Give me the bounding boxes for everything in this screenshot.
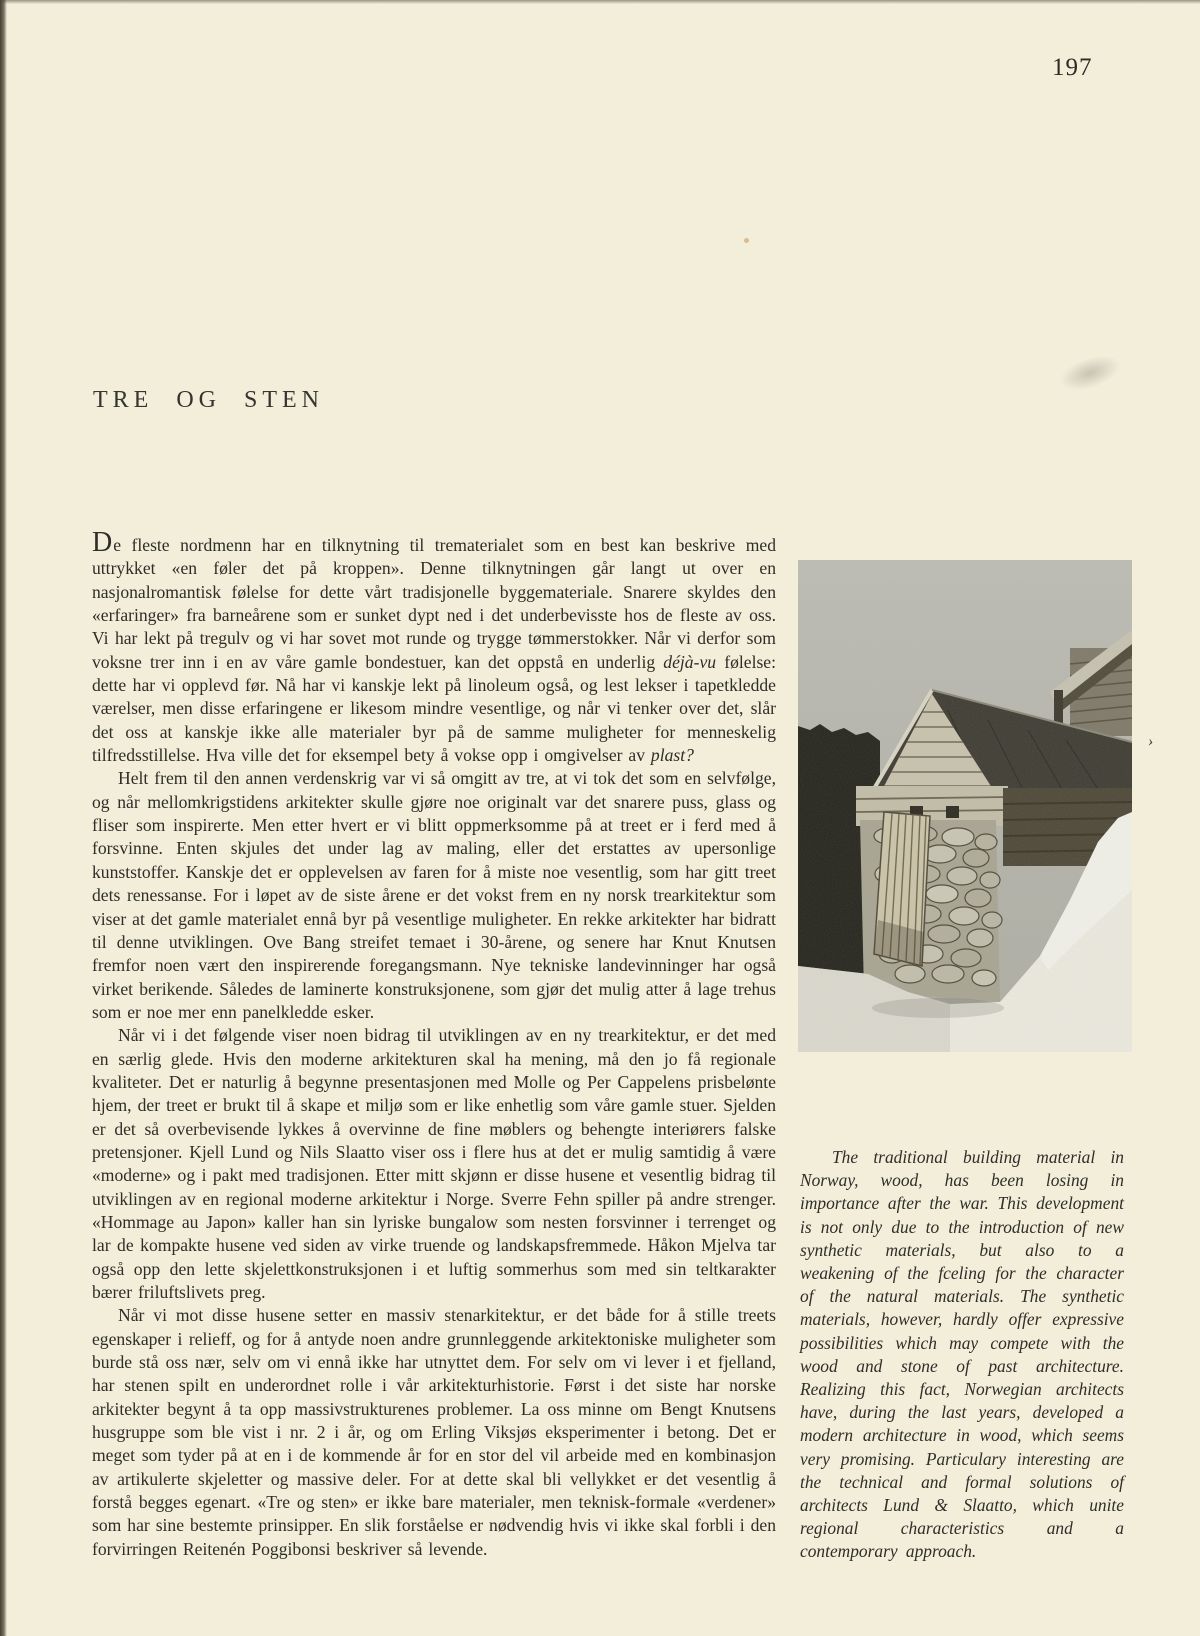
photo-grain <box>798 560 1132 1052</box>
building-photo-illustration <box>798 560 1132 1052</box>
margin-mark: › <box>1146 732 1155 751</box>
drop-initial: D <box>92 527 114 558</box>
building-photo <box>798 560 1132 1052</box>
scan-edge-top <box>0 0 1200 4</box>
text-segment: plast? <box>650 745 694 766</box>
body-paragraph <box>92 527 777 767</box>
body-paragraph <box>92 767 776 1024</box>
text-segment: déjà-vu <box>663 651 717 672</box>
scan-edge-left <box>0 0 7 1636</box>
article-body <box>92 527 777 1561</box>
paper-speck <box>744 238 749 243</box>
body-paragraph <box>92 1024 776 1304</box>
text-segment: e fleste nordmenn har en tilknytning til trematerialet som en best kan beskrive med uttrykket «en føler det på kroppen». Denne tilknytningen går langt ut over en nasjonalromantisk følelse for dette vårt tradisjonelle byggemateriale. Snarere skyldes den «erfaringer» fra barneårene som er sunket dypt ned i det underbevisste hos de fleste av oss. Vi har lekt på tregulv og vi har sovet mot runde og trygge tømmerstokker. Når vi derfor som voksne trer inn i en av våre gamle bondestuer, kan det oppstå en underlig <box>92 535 776 672</box>
photo-scene <box>798 560 1132 1052</box>
text-segment: Når vi mot disse husene setter en massiv stenarkitektur, er det både for å stille treets egenskaper i relieff, og for å antyde noen andre grunnleggende arkitektoniske muligheter som burde stå oss nær, selv om vi ennå ikke har utnyttet dem. For selv om vi lever i et fjelland, har stenen spilt en underordnet rolle i vår arkitekturhistorie. Først i det siste har norske arkitekter begynt å ta opp massivstrukturenes problemer. La oss minne om Bengt Knutsens husgruppe som ble vist i nr. 2 i år, og om Erling Viksjøs eksperimenter i betong. Det er meget som tyder på at en i de kommende år for en stor del vil arbeide med en kombinasjon av artikulerte skjeletter og massive deler. For at dette skal bli vellykket er det vesentlig å forstå begges egenart. «Tre og sten» er ikke bare materialer, men teknisk-formale «verdener» som har sine bestemte prinsipper. En slik forståelse er nødvendig hvis vi ikke skal forbli i den forvirringen Reitenén Poggibonsi beskriver så levende. <box>92 1305 776 1559</box>
text-segment: følelse: dette har vi opplevd før. Nå har vi kanskje lekt på linoleum også, og lest lekser i tapetkledde værelser, men disse erfaringene er likesom mindre vesentlige, og når vi tenker over det, slår det oss at kanskje ikke alle materialer byr på de samme muligheter for menneskelig tilfredsstillelse. Hva ville det for eksempel bety å vokse opp i omgivelser av <box>92 651 777 766</box>
english-summary: The traditional building material in Norway, wood, has been losing in importance after the war. This development is not only due to the introduction of new synthetic materials, but also to a weakening of the fceling for the character of the natural materials. The synthetic materials, however, hardly offer expressive possibilities which may compete with the wood and stone of past architecture. Realizing this fact, Norwegian architects have, during the last years, developed a modern architecture in wood, which seems very promising. Particulary interesting are the technical and formal solutions of architects Lund & Slaatto, which unite regional characteristics and a contemporary approach. <box>800 1147 1124 1562</box>
article-title: TRE OG STEN <box>93 387 324 413</box>
page-number: 197 <box>1052 54 1093 81</box>
text-segment: Når vi i det følgende viser noen bidrag til utviklingen av en ny trearkitektur, er det med en særlig glede. Hvis den moderne arkitekturen skal ha mening, må den jo få regionale kvaliteter. Det er naturlig å begynne presentasjonen med Molle og Per Cappelens prisbelønte hjem, der treet er brukt til å skape et miljø som er like enhetlig som våre gamle stuer. Sjelden er det så overbevisende lykkes å overvinne de fine møblers og behengte interiørers falske pretensjoner. Kjell Lund og Nils Slaatto viser oss i flere hus at det er mulig samtidig å være «moderne» og i pakt med tradisjonen. Etter mitt skjønn er disse husene et vesentlig bidrag til utviklingen av en regional moderne arkitektur i Norge. Sverre Fehn spiller på andre strenger. «Hommage au Japon» kaller han sin lyriske bungalow som nesten forsvinner i terrenget og lar de kompakte husene ved siden av virke truende og landskapsfremmede. Håkon Mjelva tar også opp den lette skjelettkonstruksjonen i et luftig sommerhus som med sin teltkarakter bærer friluftslivets preg. <box>92 1025 776 1302</box>
paper-smudge <box>1055 349 1125 397</box>
body-paragraph <box>92 1304 776 1561</box>
text-segment: Helt frem til den annen verdenskrig var vi så omgitt av tre, at vi tok det som en selvfølge, og når mellomkrigstidens arkitekter skulle gjøre noe originalt var det snarere puss, glass og fliser som inspirerte. Men etter hvert er vi blitt oppmerksomme på at treet er i ferd med å forsvinne. Enten skjules det under lag av maling, eller det erstattes av upersonlige kunststoffer. Kanskje det er opplevelsen av faren for å miste noe vesentlig, som har gitt treet dets renessanse. For i løpet av de siste årene er det vokst frem en ny norsk trearkitektur som viser at det gamle materialet ennå byr på vesentlige muligheter. En rekke arkitekter har bidratt til denne utviklingen. Ove Bang streifet temaet i 30-årene, og senere har Knut Knutsen fremfor noen vært den inspirerende foregangsmann. Nye tekniske landevinninger har også virket berikende. Således de laminerte konstruksjonene, som gjør det mulig atter å lage trehus som er noe mer enn panelkledde esker. <box>92 768 776 1022</box>
